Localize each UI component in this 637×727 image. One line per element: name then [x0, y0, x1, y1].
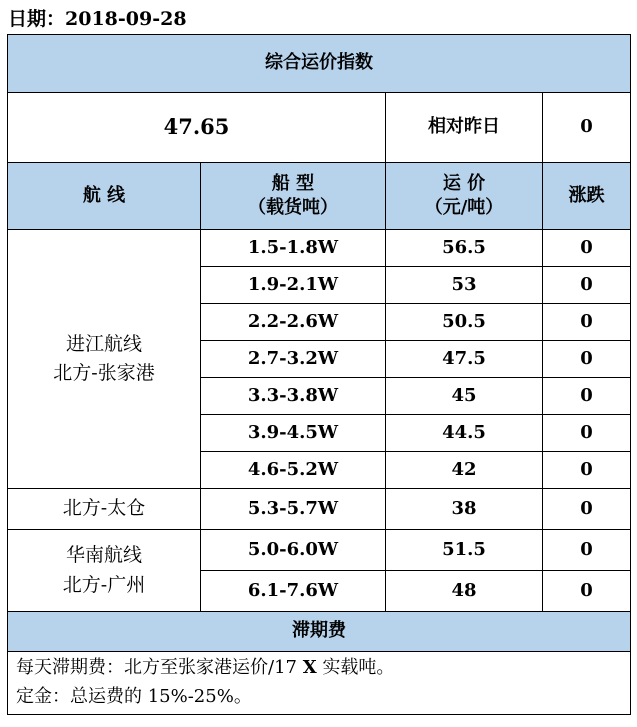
- note-line-1: [16, 654, 630, 683]
- header-change: 涨跌: [543, 163, 631, 230]
- ship-type-cell: 5.0-6.0W: [201, 530, 386, 571]
- ship-type-cell: 2.2-2.6W: [201, 304, 386, 341]
- change-cell: 0: [543, 530, 631, 571]
- ship-type-cell: 4.6-5.2W: [201, 452, 386, 489]
- price-cell: 53: [386, 267, 543, 304]
- ship-type-cell: 6.1-7.6W: [201, 571, 386, 612]
- price-cell: 50.5: [386, 304, 543, 341]
- header-ship-type-line1: 船 型: [271, 172, 315, 194]
- change-cell: 0: [543, 267, 631, 304]
- note-line-2: 定金：总运费的 15%-25%。: [16, 686, 252, 707]
- route-line2: 北方-张家港: [53, 362, 155, 384]
- notes-cell: [8, 652, 631, 715]
- compare-value: 0: [543, 93, 631, 163]
- freight-index-table: [7, 34, 631, 715]
- change-cell: 0: [543, 341, 631, 378]
- compare-label: 相对昨日: [386, 93, 543, 163]
- header-route: 航 线: [8, 163, 201, 230]
- index-value: 47.65: [8, 93, 386, 163]
- change-cell: 0: [543, 452, 631, 489]
- price-cell: 44.5: [386, 415, 543, 452]
- price-cell: 47.5: [386, 341, 543, 378]
- note-line-1-x: X: [302, 657, 317, 679]
- change-cell: 0: [543, 415, 631, 452]
- note-line-1-a: 每天滞期费：北方至张家港运价/17: [16, 657, 303, 679]
- header-price: [386, 163, 543, 230]
- price-cell: 38: [386, 489, 543, 530]
- change-cell: 0: [543, 230, 631, 267]
- header-ship-type-line2: （载货吨）: [248, 197, 338, 218]
- price-cell: 48: [386, 571, 543, 612]
- date-line: 日期：2018-09-28: [8, 8, 187, 30]
- note-line-1-c: 实载吨。: [316, 657, 395, 679]
- route-cell: [8, 230, 201, 489]
- price-cell: 51.5: [386, 530, 543, 571]
- change-cell: 0: [543, 304, 631, 341]
- change-cell: 0: [543, 571, 631, 612]
- price-cell: 56.5: [386, 230, 543, 267]
- change-cell: 0: [543, 489, 631, 530]
- route-cell: 北方-太仓: [8, 489, 201, 530]
- demurrage-title: 滞期费: [8, 612, 631, 652]
- ship-type-cell: 1.5-1.8W: [201, 230, 386, 267]
- ship-type-cell: 5.3-5.7W: [201, 489, 386, 530]
- ship-type-cell: 2.7-3.2W: [201, 341, 386, 378]
- ship-type-cell: 3.9-4.5W: [201, 415, 386, 452]
- route-line1: 华南航线: [65, 544, 142, 567]
- header-price-line1: 运 价: [442, 172, 486, 194]
- price-cell: 45: [386, 378, 543, 415]
- table-row: [8, 230, 631, 267]
- route-line1: 进江航线: [65, 332, 142, 355]
- route-line2: 北方-广州: [62, 573, 146, 596]
- route-cell: [8, 530, 201, 612]
- header-price-line2: （元/吨）: [424, 197, 504, 218]
- table-row: [8, 530, 631, 571]
- ship-type-cell: 3.3-3.8W: [201, 378, 386, 415]
- price-cell: 42: [386, 452, 543, 489]
- header-ship-type: [201, 163, 386, 230]
- change-cell: 0: [543, 378, 631, 415]
- ship-type-cell: 1.9-2.1W: [201, 267, 386, 304]
- table-row: [8, 489, 631, 530]
- table-title: 综合运价指数: [8, 35, 631, 93]
